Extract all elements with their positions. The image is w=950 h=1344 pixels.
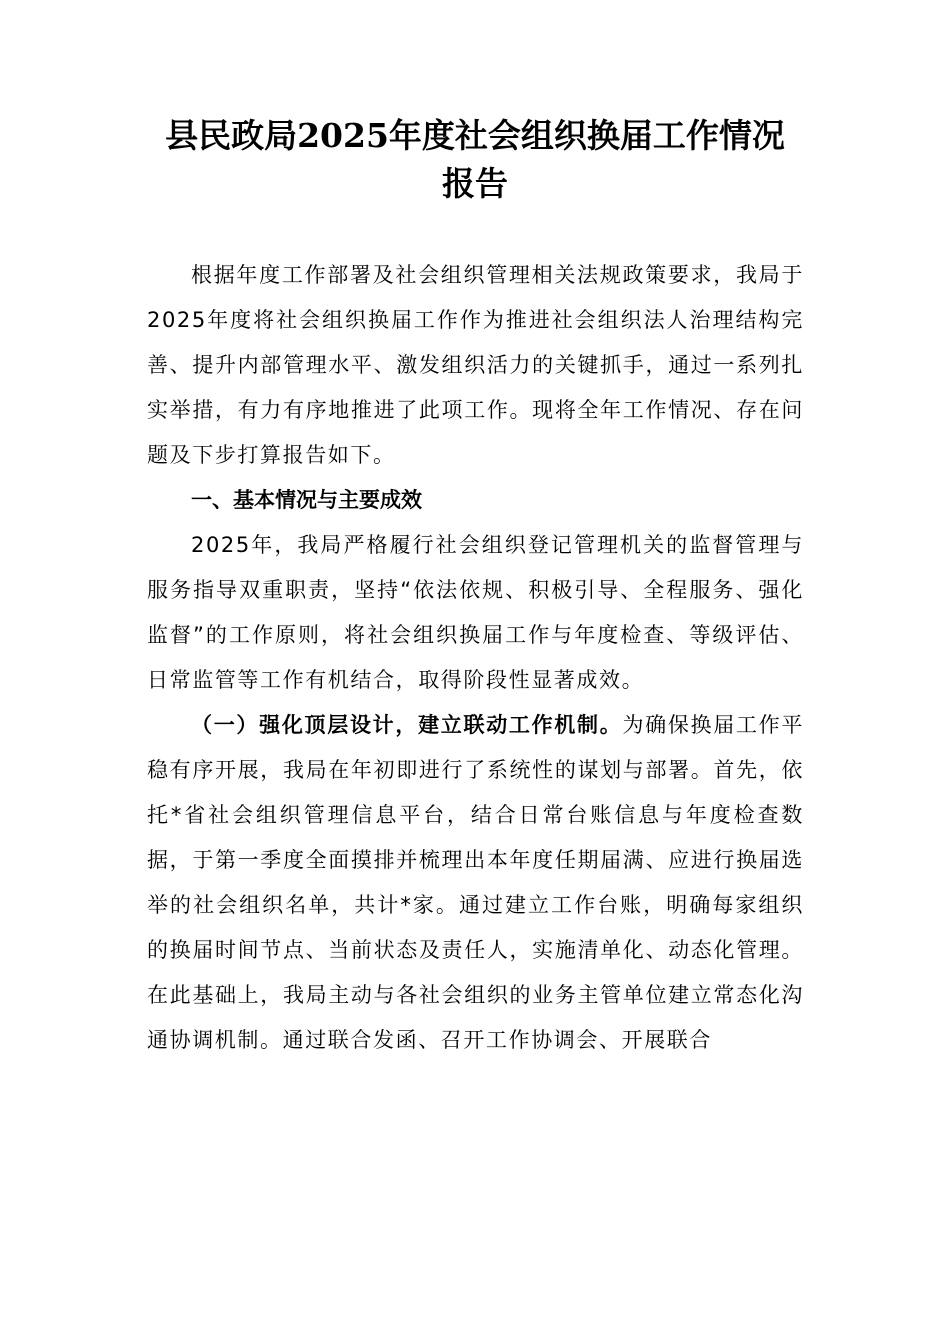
section-1-paragraph: 2025年，我局严格履行社会组织登记管理机关的监督管理与服务指导双重职责，坚持“依法依规、积极引导、全程服务、强化监督”的工作原则，将社会组织换届工作与年度检查、等级评估、日常监管等工作有机结合，取得阶段性显著成效。 — [147, 533, 804, 692]
title-line-1: 县民政局2025年度社会组织换届工作情况 — [165, 116, 785, 155]
intro-paragraph: 根据年度工作部署及社会组织管理相关法规政策要求，我局于2025年度将社会组织换届工作作为推进社会组织法人治理结构完善、提升内部管理水平、激发组织活力的关键抓手，通过一系列扎实举措，有力有序地推进了此项工作。现将全年工作情况、存在问题及下步打算报告如下。 — [147, 263, 804, 467]
subsection-heading-1: （一）强化顶层设计，建立联动工作机制。 — [191, 713, 623, 737]
document-body — [147, 253, 804, 1063]
title-line-2: 报告 — [442, 164, 508, 203]
section-heading-1: 一、基本情况与主要成效 — [191, 488, 422, 512]
document-title — [100, 112, 850, 208]
subsection-1-text: 为确保换届工作平稳有序开展，我局在年初即进行了系统性的谋划与部署。首先，依托*省社会组织管理信息平台，结合日常台账信息与年度检查数据，于第一季度全面摸排并梳理出本年度任期届满、应进行换届选举的社会组织名单，共计*家。通过建立工作台账，明确每家组织的换届时间节点、当前状态及责任人，实施清单化、动态化管理。在此基础上，我局主动与各社会组织的业务主管单位建立常态化沟通协调机制。通过联合发函、召开工作协调会、开展联合 — [147, 713, 804, 1052]
subsection-1-paragraph — [147, 703, 804, 1063]
